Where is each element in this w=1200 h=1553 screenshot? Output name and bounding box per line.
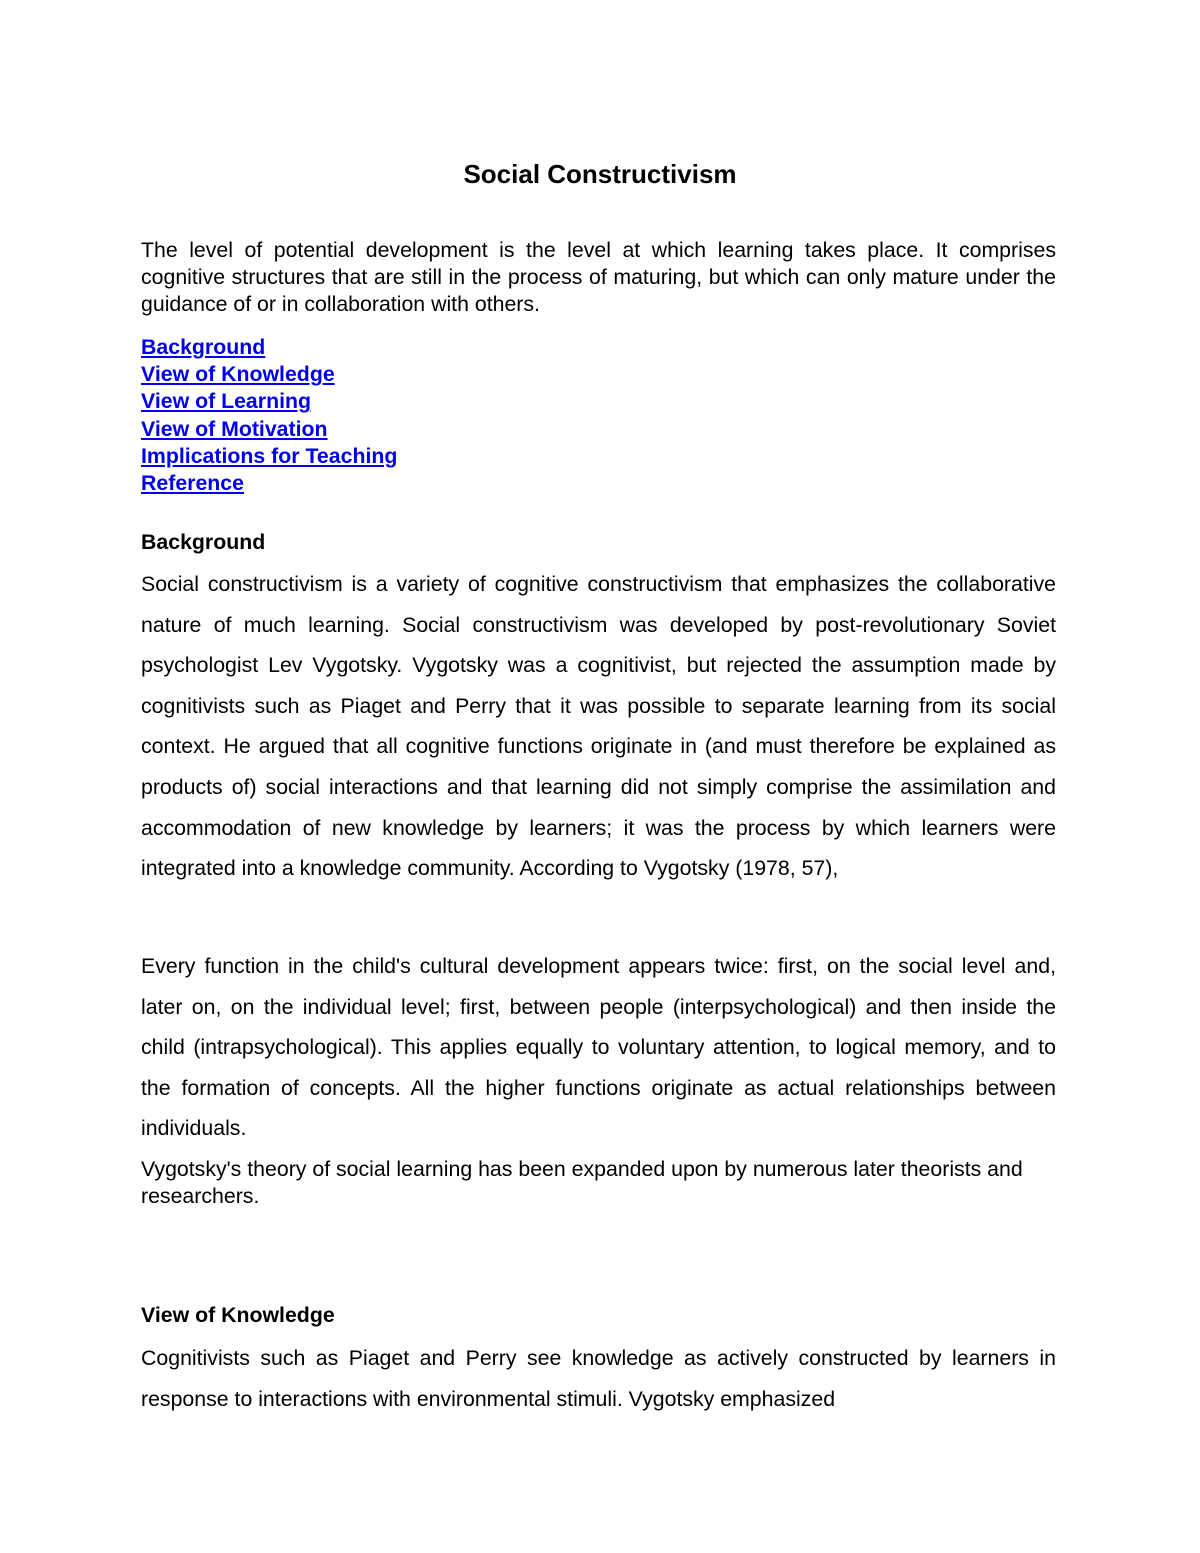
intro-paragraph: The level of potential development is the level at which learning takes place. It comprises cognitive structures that are still in the process of maturing, but which can only mature under the guidance of or in collaboration with others.: [141, 238, 1056, 316]
view-of-knowledge-heading: View of Knowledge: [141, 1303, 335, 1327]
vygotsky-quote: Every function in the child's cultural development appears twice: first, on the social level and, later on, on the individual level; first, between people (interpsychological) and then inside the child (intrapsychological). This applies equally to voluntary attention, to logical memory, and to the formation of concepts. All the higher functions originate as actual relationships between individuals.: [141, 954, 1056, 1141]
toc-link-view-of-learning[interactable]: View of Learning: [141, 389, 312, 414]
background-paragraph: Social constructivism is a variety of cognitive constructivism that emphasizes the collaborative nature of much learning. Social constructivism was developed by post-revolutionary Soviet psychologist Lev Vygotsky. Vygotsky was a cognitivist, but rejected the assumption made by cognitivists such as Piaget and Perry that it was possible to separate learning from its social context. He argued that all cognitive functions originate in (and must therefore be explained as products of) social interactions and that learning did not simply comprise the assimilation and accommodation of new knowledge by learners; it was the process by which learners were integrated into a knowledge community. According to Vygotsky (1978, 57),: [141, 572, 1056, 881]
table-of-contents: [141, 334, 1056, 497]
toc-link-reference[interactable]: Reference: [141, 471, 244, 496]
toc-link-background[interactable]: Background: [141, 335, 266, 359]
document-title: Social Constructivism: [463, 159, 737, 190]
background-heading: Background: [141, 530, 266, 554]
toc-link-view-of-motivation[interactable]: View of Motivation: [141, 416, 328, 441]
toc-link-view-of-knowledge[interactable]: View of Knowledge: [141, 362, 335, 387]
toc-link-implications-for-teaching[interactable]: Implications for Teaching: [141, 443, 398, 468]
view-of-knowledge-paragraph: Cognitivists such as Piaget and Perry see knowledge as actively constructed by learners in response to interactions with environmental stimuli. Vygotsky emphasized: [141, 1346, 1056, 1411]
background-note: Vygotsky's theory of social learning has been expanded upon by numerous later theorists and researchers.: [141, 1157, 1023, 1208]
